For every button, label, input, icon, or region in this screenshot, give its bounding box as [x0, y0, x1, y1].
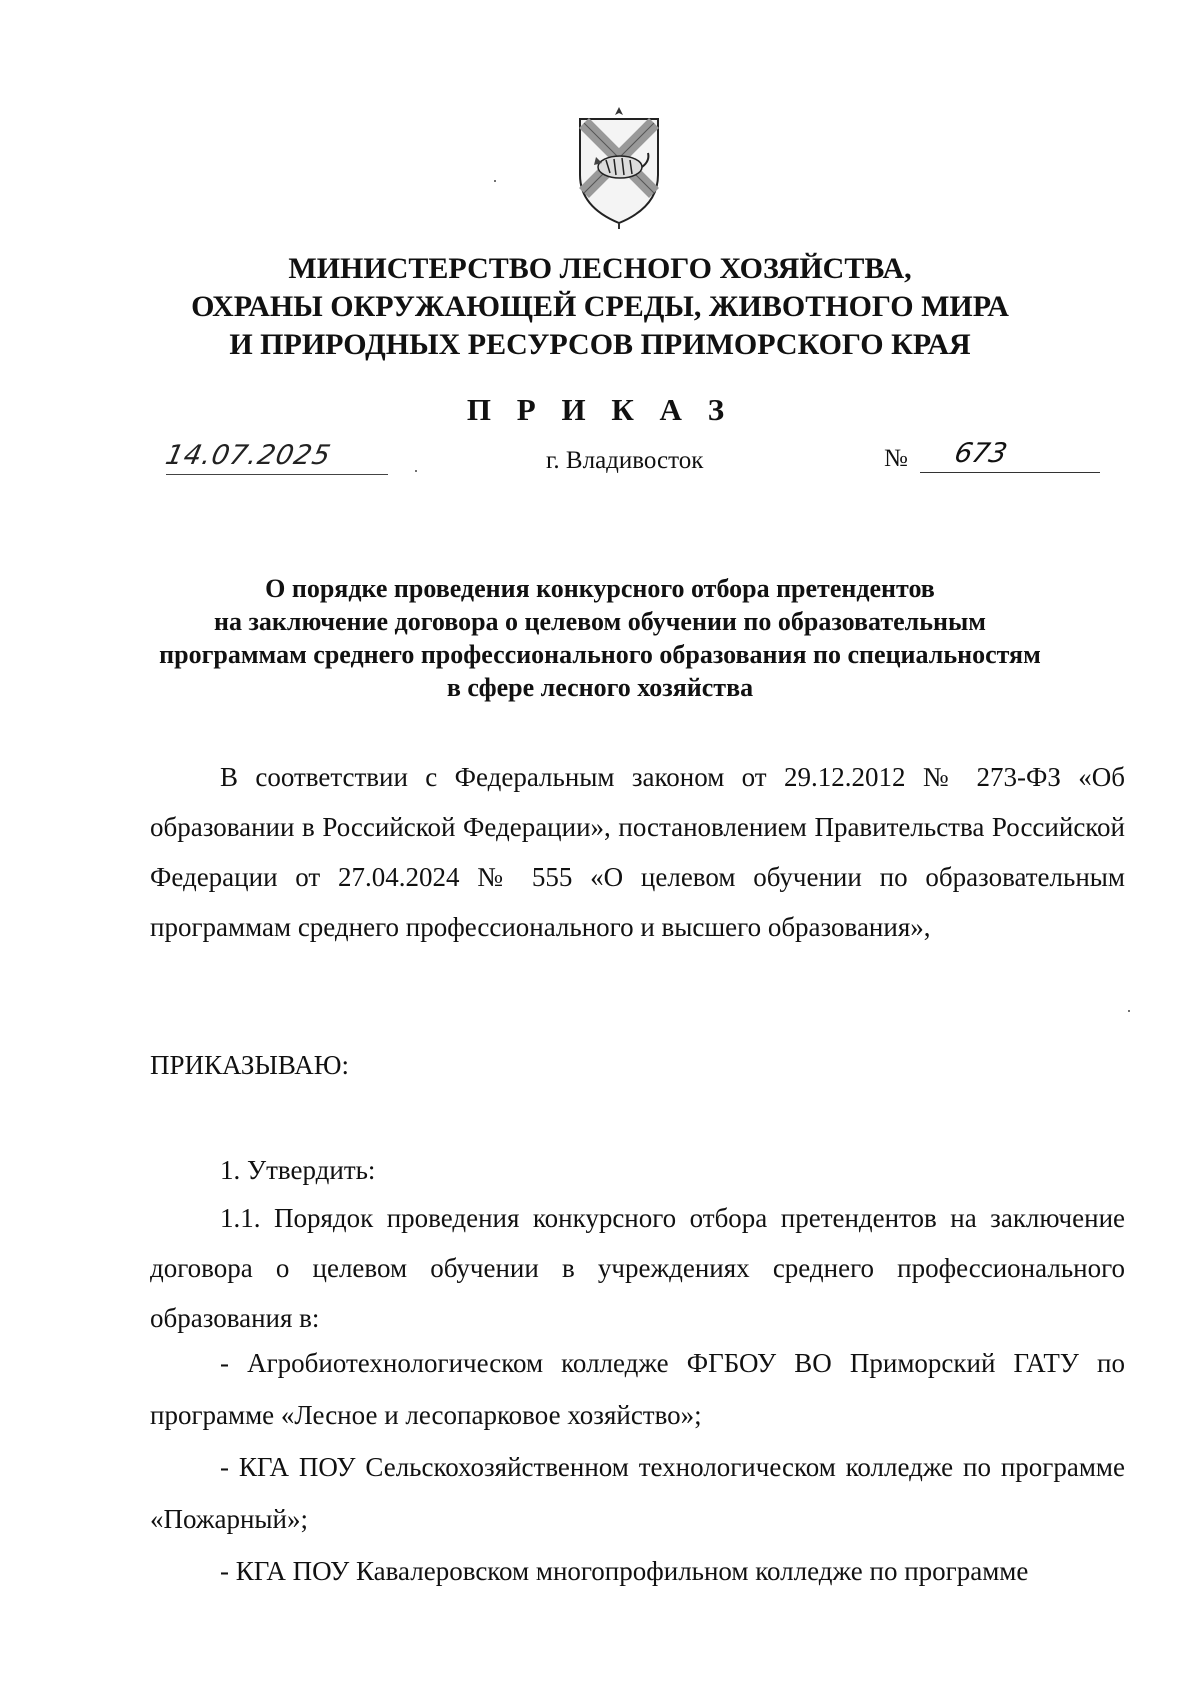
list-item: - КГА ПОУ Сельскохозяйственном технологическом колледже по программе «Пожарный»;	[150, 1452, 1125, 1534]
subject-line: в сфере лесного хозяйства	[446, 673, 754, 702]
coat-of-arms-icon	[574, 105, 664, 230]
scan-speck	[1128, 1010, 1130, 1012]
subject-line: программам среднего профессионального образования по специальностям	[159, 640, 1041, 669]
list-item: - Агробиотехнологическом колледже ФГБОУ ВО Приморский ГАТУ по программе «Лесное и лесопарковое хозяйство»;	[150, 1348, 1125, 1430]
date-underline	[166, 474, 388, 475]
point-1-1-paragraph: 1.1. Порядок проведения конкурсного отбора претендентов на заключение договора о целевом обучении в учреждениях среднего профессионального образования в:	[150, 1203, 1125, 1333]
number-label: №	[884, 445, 908, 472]
handwritten-date: 14.07.2025	[162, 440, 334, 471]
list-item: - КГА ПОУ Кавалеровском многопрофильном колледже по программе	[220, 1556, 1029, 1586]
ministry-line: И ПРИРОДНЫХ РЕСУРСОВ ПРИМОРСКОГО КРАЯ	[229, 328, 971, 361]
point-1: 1. Утвердить:	[220, 1155, 376, 1185]
handwritten-order-number: 673	[951, 438, 1010, 469]
subject-line: на заключение договора о целевом обучении по образовательным	[213, 607, 987, 636]
order-subject-heading	[0, 572, 1200, 704]
document-type-title: П Р И К А З	[466, 392, 734, 427]
subject-line: О порядке проведения конкурсного отбора претендентов	[265, 574, 935, 603]
ministry-line: МИНИСТЕРСТВО ЛЕСНОГО ХОЗЯЙСТВА,	[288, 252, 912, 285]
number-underline	[920, 472, 1100, 473]
ministry-line: ОХРАНЫ ОКРУЖАЮЩЕЙ СРЕДЫ, ЖИВОТНОГО МИРА	[191, 290, 1009, 323]
preamble-paragraph: В соответствии с Федеральным законом от 29.12.2012 № 273-ФЗ «Об образовании в Российской Федерации», постановлением Правительства Российской Федерации от 27.04.2024 № 555 «О целевом обучении по образовательным программам среднего профессионального и высшего образования»,	[150, 762, 1125, 942]
ministry-name	[0, 250, 1200, 364]
scan-speck	[415, 470, 417, 472]
orders-word: ПРИКАЗЫВАЮ:	[150, 1050, 349, 1080]
scan-speck	[494, 180, 496, 182]
city: г. Владивосток	[546, 447, 704, 474]
